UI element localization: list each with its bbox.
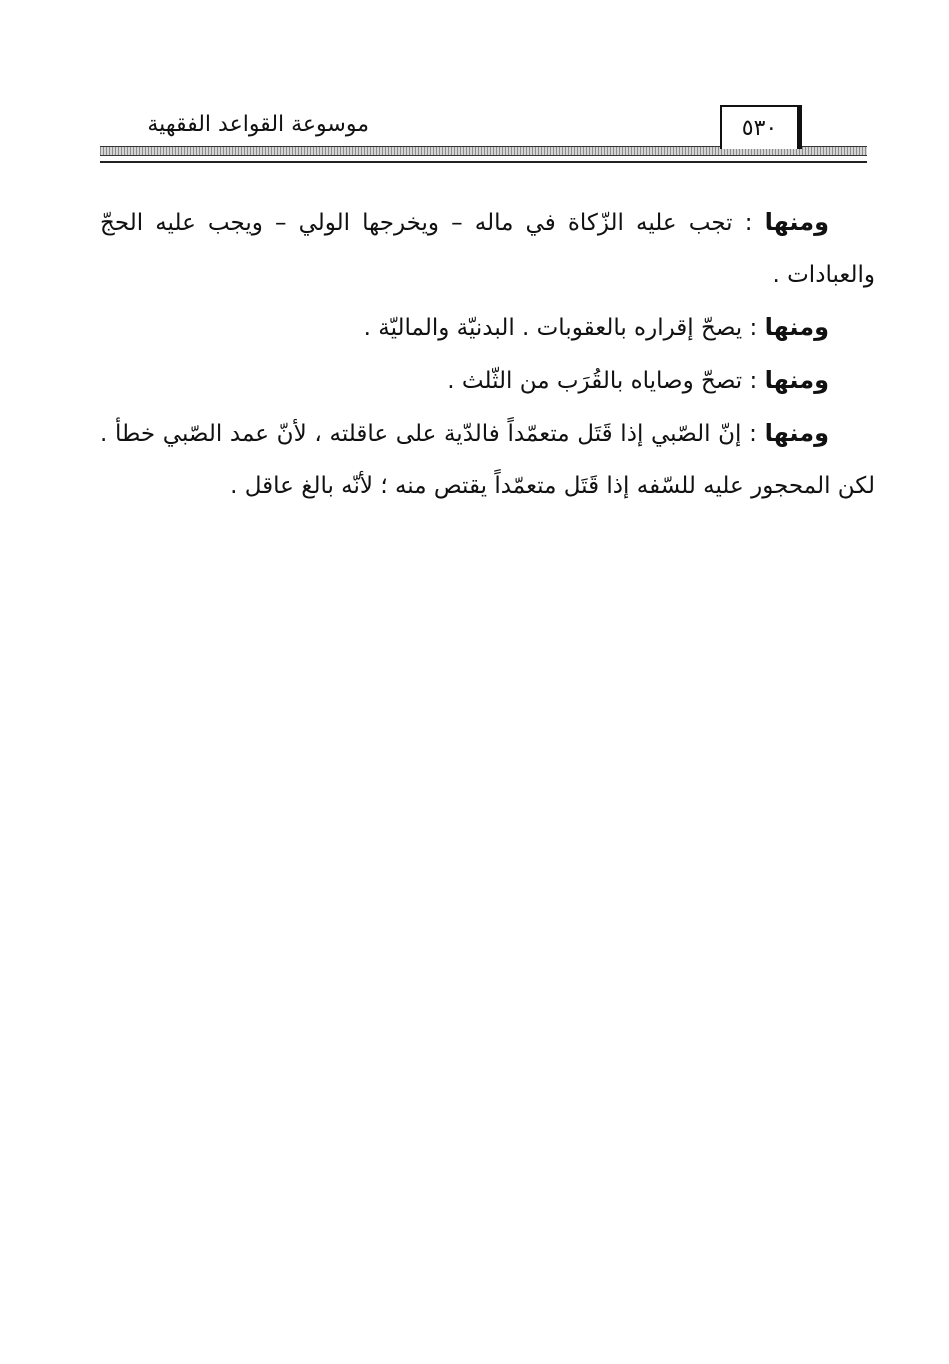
- paragraph-text: : إنّ الصّبي إذا قَتَل متعمّداً فالدّية على عاقلته ، لأنّ عمد الصّبي خطأ . لكن المحجور عليه للسّفه إذا قَتَل متعمّداً يقتص منه ؛ لأنّه بالغ عاقل .: [100, 421, 875, 499]
- page-number-box: [720, 105, 802, 149]
- header-rule-thin: [100, 161, 867, 163]
- body-text: [100, 196, 875, 512]
- running-header-title: موسوعة القواعد الفقهية: [147, 112, 369, 137]
- paragraph-text: : تصحّ وصاياه بالقُرَب من الثّلث .: [447, 368, 765, 394]
- paragraph-lead: ومنها: [764, 419, 829, 447]
- paragraph-4: [100, 407, 875, 512]
- paragraph-text: : تجب عليه الزّكاة في ماله – ويخرجها الولي – ويجب عليه الحجّ والعبادات .: [100, 210, 875, 288]
- paragraph-lead: ومنها: [764, 313, 829, 341]
- paragraph-1: [100, 196, 875, 301]
- paragraph-2: [100, 301, 875, 354]
- page-number: ٥٣٠: [741, 115, 778, 141]
- paragraph-text: : يصحّ إقراره بالعقوبات . البدنيّة والماليّة .: [363, 315, 765, 341]
- paragraph-lead: ومنها: [764, 366, 829, 394]
- paragraph-3: [100, 354, 875, 407]
- paragraph-lead: ومنها: [764, 208, 829, 236]
